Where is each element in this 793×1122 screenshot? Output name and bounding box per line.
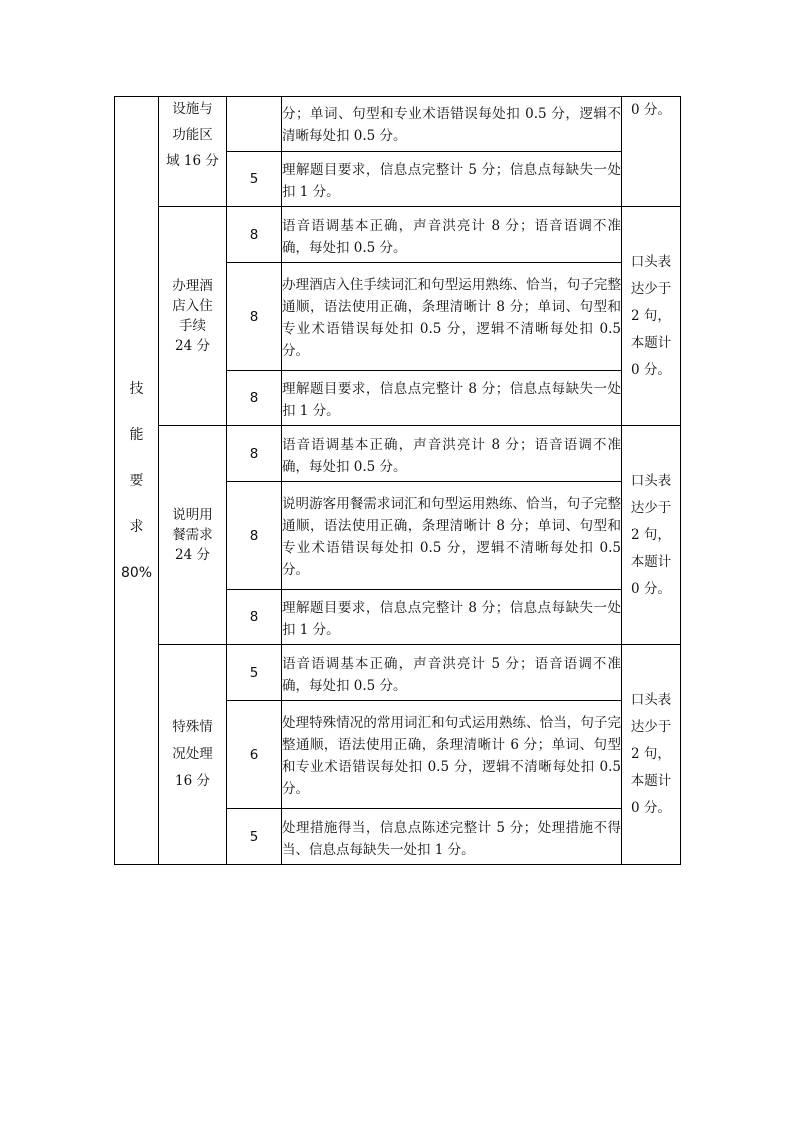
note-line: 口头表: [630, 692, 672, 708]
category-cell: [115, 97, 159, 865]
note-line: 本题计: [630, 553, 672, 570]
score-cell: 8: [227, 482, 282, 590]
table-row: [115, 97, 681, 152]
note-line: 0 分。: [631, 361, 671, 378]
category-char: 求: [129, 518, 144, 535]
note-cell: [622, 645, 681, 865]
item-name-line: 况处理: [172, 746, 213, 762]
table-row: [115, 207, 681, 263]
score-cell: 8: [227, 426, 282, 482]
score-cell: 5: [227, 645, 282, 701]
criteria-cell: 理解题目要求，信息点完整计 8 分；信息点每缺失一处扣 1 分。: [282, 371, 622, 426]
note-line: 达少于: [630, 499, 672, 516]
note-line: 2 句，: [631, 307, 671, 324]
note-cell: [622, 207, 681, 426]
criteria-cell: 理解题目要求，信息点完整计 8 分；信息点每缺失一处扣 1 分。: [282, 590, 622, 645]
criteria-cell: 处理措施得当，信息点陈述完整计 5 分；处理措施不得当、信息点每缺失一处扣 1 分。: [282, 809, 622, 865]
note-line: 达少于: [630, 280, 672, 297]
item-name-cell: [159, 97, 227, 207]
score-cell: [227, 97, 282, 152]
table-row: [115, 426, 681, 482]
category-char: 能: [129, 426, 144, 443]
score-cell: 8: [227, 263, 282, 371]
item-name-line: 店入住: [172, 298, 213, 314]
note-line: 2 句，: [631, 526, 671, 543]
score-cell: 8: [227, 207, 282, 263]
note-line: 本题计: [630, 773, 672, 789]
item-name-cell: [159, 426, 227, 645]
score-cell: 8: [227, 371, 282, 426]
note-line: 达少于: [630, 719, 672, 735]
score-cell: 6: [227, 701, 282, 809]
category-char: 要: [129, 472, 144, 489]
note-cell: [622, 426, 681, 645]
score-cell: 5: [227, 152, 282, 207]
note-line: 0 分。: [631, 580, 671, 597]
item-name-line: 功能区: [172, 127, 213, 143]
table-row: [115, 645, 681, 701]
note-line: 口头表: [630, 472, 672, 489]
category-char: 技: [129, 380, 144, 397]
criteria-cell: 说明游客用餐需求词汇和句型运用熟练、恰当，句子完整通顺，语法使用正确，条理清晰计 8 分；单词、句型和专业术语错误每处扣 0.5 分，逻辑不清晰每处扣 0.5 分。: [282, 482, 622, 590]
note-line: 0 分。: [631, 102, 671, 118]
item-name-line: 域 16 分: [166, 153, 219, 169]
item-name-line: 说明用: [172, 507, 213, 523]
score-cell: 8: [227, 590, 282, 645]
item-name-line: 24 分: [175, 338, 210, 354]
scoring-table: [114, 96, 681, 865]
item-name-line: 办理酒: [172, 278, 213, 294]
note-line: 本题计: [630, 334, 672, 351]
item-name-line: 设施与: [172, 101, 213, 117]
criteria-cell: 处理特殊情况的常用词汇和句式运用熟练、恰当，句子完整通顺，语法使用正确，条理清晰计 6 分；单词、句型和专业术语错误每处扣 0.5 分，逻辑不清晰每处扣 0.5 分。: [282, 701, 622, 809]
item-name-line: 特殊情: [172, 719, 213, 735]
criteria-cell: 语音语调基本正确，声音洪亮计 8 分；语音语调不准确，每处扣 0.5 分。: [282, 207, 622, 263]
note-line: 口头表: [630, 253, 672, 270]
item-name-line: 餐需求: [172, 527, 213, 543]
criteria-cell: 理解题目要求，信息点完整计 5 分；信息点每缺失一处扣 1 分。: [282, 152, 622, 207]
criteria-cell: 分；单词、句型和专业术语错误每处扣 0.5 分，逻辑不清晰每处扣 0.5 分。: [282, 97, 622, 152]
criteria-cell: 办理酒店入住手续词汇和句型运用熟练、恰当，句子完整通顺，语法使用正确，条理清晰计 8 分；单词、句型和专业术语错误每处扣 0.5 分，逻辑不清晰每处扣 0.5 分。: [282, 263, 622, 371]
note-cell: [622, 97, 681, 207]
criteria-cell: 语音语调基本正确，声音洪亮计 8 分；语音语调不准确，每处扣 0.5 分。: [282, 426, 622, 482]
item-name-line: 16 分: [175, 773, 210, 789]
category-percent: 80%: [120, 564, 153, 581]
note-line: 0 分。: [631, 800, 671, 816]
item-name-cell: [159, 207, 227, 426]
item-name-line: 24 分: [175, 547, 210, 563]
note-line: 2 句，: [631, 746, 671, 762]
item-name-line: 手续: [179, 318, 206, 334]
score-cell: 5: [227, 809, 282, 865]
item-name-cell: [159, 645, 227, 865]
criteria-cell: 语音语调基本正确，声音洪亮计 5 分；语音语调不准确，每处扣 0.5 分。: [282, 645, 622, 701]
